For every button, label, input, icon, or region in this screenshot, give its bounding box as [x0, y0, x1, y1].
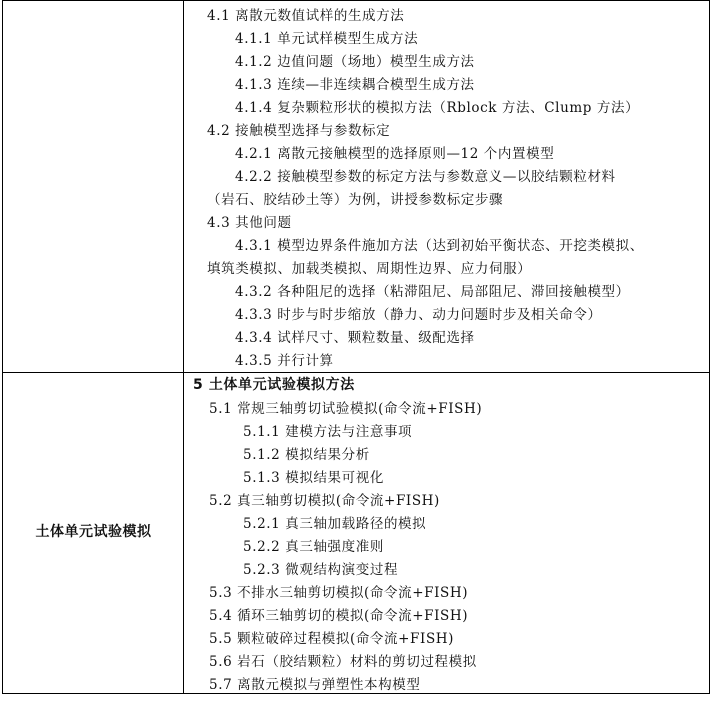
- table-row: [3, 1, 709, 373]
- section-5-1-2: 5.1.2 模拟结果分析: [243, 447, 370, 463]
- section-5-2: 5.2 真三轴剪切模拟(命令流+FISH): [209, 493, 440, 509]
- section-4-3: 4.3 其他问题: [207, 215, 292, 231]
- section-5-1-3: 5.1.3 模拟结果可视化: [243, 470, 384, 486]
- content-cell: [185, 1, 709, 372]
- section-4-1-4: 4.1.4 复杂颗粒形状的模拟方法（Rblock 方法、Clump 方法）: [235, 100, 640, 116]
- topic-label: 土体单元试验模拟: [35, 524, 152, 540]
- content-cell: [185, 373, 709, 693]
- section-5-5: 5.5 颗粒破碎过程模拟(命令流+FISH): [209, 631, 455, 647]
- section-5-7: 5.7 离散元模拟与弹塑性本构模型: [209, 677, 421, 693]
- topic-cell: [3, 373, 184, 693]
- section-5-6: 5.6 岩石（胶结颗粒）材料的剪切过程模拟: [209, 654, 477, 670]
- section-5-1: 5.1 常规三轴剪切试验模拟(命令流+FISH): [209, 401, 483, 417]
- section-4-2-2: 4.2.2 接触模型参数的标定方法与参数意义—以胶结颗粒材料: [235, 169, 616, 185]
- section-5-1-1: 5.1.1 建模方法与注意事项: [243, 424, 413, 440]
- section-4-2: 4.2 接触模型选择与参数标定: [207, 123, 391, 139]
- section-4-3-5: 4.3.5 并行计算: [235, 353, 334, 369]
- chapter-5-heading: 5 土体单元试验模拟方法: [193, 377, 355, 393]
- section-5-2-2: 5.2.2 真三轴强度准则: [243, 539, 384, 555]
- section-4-1-3: 4.1.3 连续—非连续耦合模型生成方法: [235, 77, 475, 93]
- section-5-2-3: 5.2.3 微观结构演变过程: [243, 562, 399, 578]
- section-5-2-1: 5.2.1 真三轴加载路径的模拟: [243, 516, 427, 532]
- section-4-3-1: 4.3.1 模型边界条件施加方法（达到初始平衡状态、开挖类模拟、: [235, 238, 644, 254]
- section-4-3-1-cont: 填筑类模拟、加载类模拟、周期性边界、应力伺服）: [207, 261, 532, 277]
- section-4-3-2: 4.3.2 各种阻尼的选择（粘滞阻尼、局部阻尼、滞回接触模型）: [235, 284, 630, 300]
- syllabus-table: [2, 0, 710, 694]
- section-5-4: 5.4 循环三轴剪切的模拟(命令流+FISH): [209, 608, 469, 624]
- section-4-1-1: 4.1.1 单元试样模型生成方法: [235, 31, 419, 47]
- table-row: [3, 373, 709, 693]
- section-4-3-3: 4.3.3 时步与时步缩放（静力、动力问题时步及相关命令）: [235, 307, 602, 323]
- section-5-3: 5.3 不排水三轴剪切模拟(命令流+FISH): [209, 585, 469, 601]
- section-4-2-2-cont: （岩石、胶结砂土等）为例，讲授参数标定步骤: [207, 192, 504, 208]
- section-4-1: 4.1 离散元数值试样的生成方法: [207, 8, 405, 24]
- topic-cell-empty: [3, 1, 184, 372]
- section-4-1-2: 4.1.2 边值问题（场地）模型生成方法: [235, 54, 475, 70]
- section-4-2-1: 4.2.1 离散元接触模型的选择原则—12 个内置模型: [235, 146, 555, 162]
- section-4-3-4: 4.3.4 试样尺寸、颗粒数量、级配选择: [235, 330, 475, 346]
